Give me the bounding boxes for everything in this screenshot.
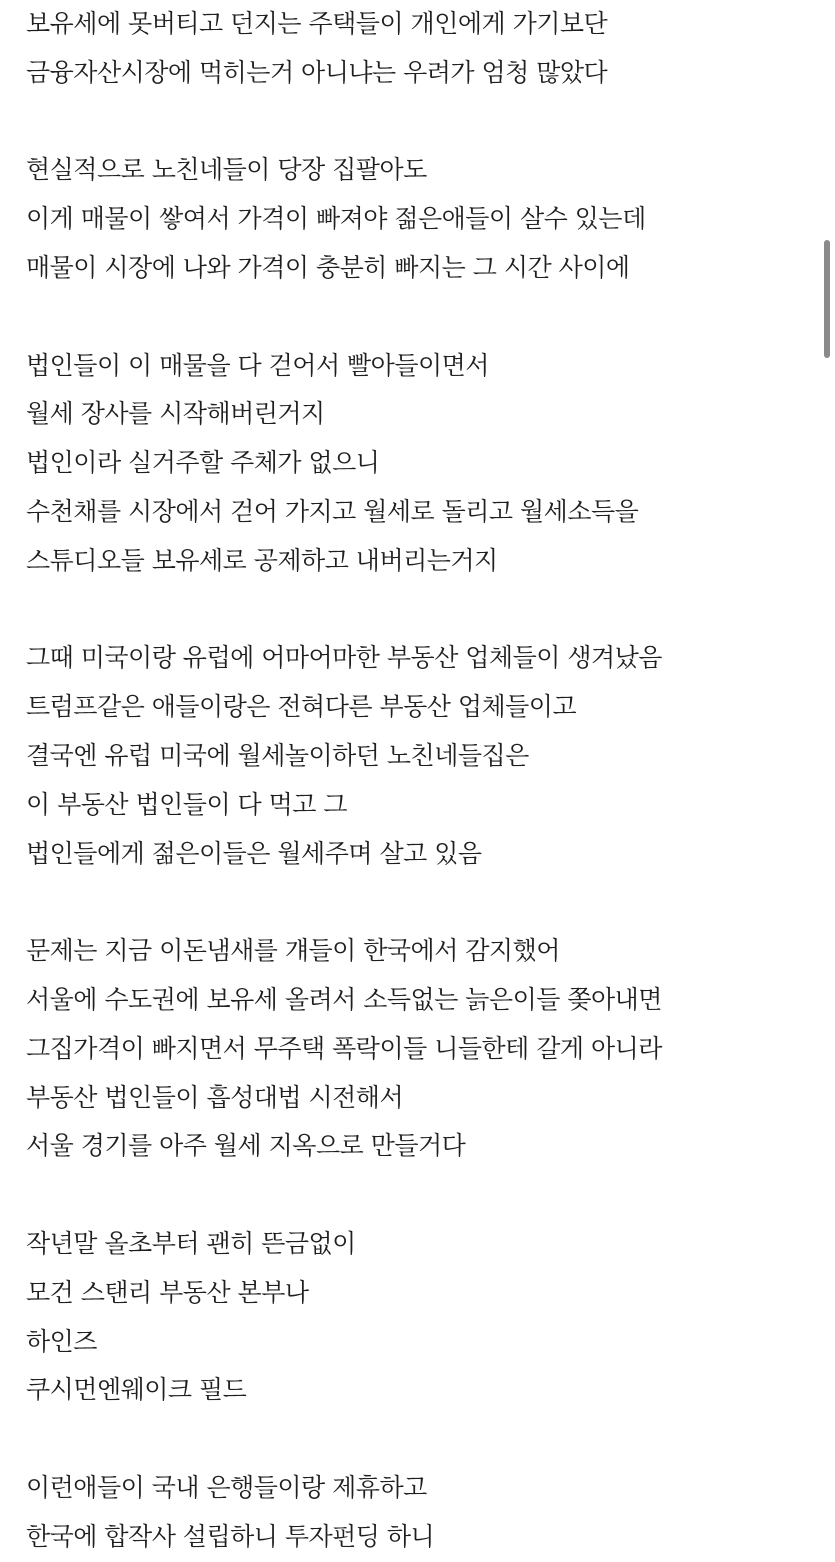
scrollbar-thumb[interactable] xyxy=(824,240,830,358)
post-line: 금융자산시장에 먹히는거 아니냐는 우려가 엄청 많았다 xyxy=(26,57,608,87)
post-line: 그집가격이 빠지면서 무주택 폭락이들 니들한테 갈게 아니라 xyxy=(26,1033,662,1063)
post-line: 수천채를 시장에서 걷어 가지고 월세로 돌리고 월세소득을 xyxy=(26,496,639,526)
post-line: 작년말 올초부터 괜히 뜬금없이 xyxy=(26,1228,356,1258)
paragraph-gap xyxy=(26,293,806,342)
post-line: 법인들이 이 매물을 다 걷어서 빨아들이면서 xyxy=(26,350,489,380)
post-line: 쿠시먼엔웨이크 필드 xyxy=(26,1375,247,1405)
post-line: 트럼프같은 애들이랑은 전혀다른 부동산 업체들이고 xyxy=(26,692,577,722)
post-line: 이게 매물이 쌓여서 가격이 빠져야 젊은애들이 살수 있는데 xyxy=(26,204,646,234)
post-line: 문제는 지금 이돈냄새를 걔들이 한국에서 감지했어 xyxy=(26,936,560,966)
post-line: 한국에 합작사 설립하니 투자펀딩 하니 xyxy=(26,1521,435,1551)
post-line: 보유세에 못버티고 던지는 주택들이 개인에게 가기보단 xyxy=(26,9,608,38)
paragraph-gap xyxy=(26,878,806,927)
post-line: 부동산 법인들이 흡성대법 시전해서 xyxy=(26,1082,404,1112)
post-body xyxy=(26,0,806,1562)
post-line: 결국엔 유럽 미국에 월세놀이하던 노친네들집은 xyxy=(26,740,529,770)
post-line: 현실적으로 노친네들이 당장 집팔아도 xyxy=(26,155,427,185)
post-line: 매물이 시장에 나와 가격이 충분히 빠지는 그 시간 사이에 xyxy=(26,252,630,282)
paragraph-gap xyxy=(26,1415,806,1464)
post-line: 월세 장사를 시작해버린거지 xyxy=(26,399,325,429)
scrollbar[interactable] xyxy=(821,0,835,1541)
post-line: 법인들에게 젊은이들은 월세주며 살고 있음 xyxy=(26,838,482,868)
post-line: 이런애들이 국내 은행들이랑 제휴하고 xyxy=(26,1472,427,1502)
post-line: 서울에 수도권에 보유세 올려서 소득없는 늙은이들 쫒아내면 xyxy=(26,984,662,1014)
post-line: 그때 미국이랑 유럽에 어마어마한 부동산 업체들이 생겨났음 xyxy=(26,643,662,673)
post-line: 이 부동산 법인들이 다 먹고 그 xyxy=(26,789,348,819)
paragraph-gap xyxy=(26,1171,806,1220)
paragraph-gap xyxy=(26,98,806,147)
post-line: 스튜디오들 보유세로 공제하고 내버리는거지 xyxy=(26,545,498,575)
post-line: 법인이라 실거주할 주체가 없으니 xyxy=(26,448,380,478)
paragraph-gap xyxy=(26,586,806,635)
post-line: 모건 스탠리 부동산 본부나 xyxy=(26,1277,309,1307)
post-line: 서울 경기를 아주 월세 지옥으로 만들거다 xyxy=(26,1131,466,1161)
post-line: 하인즈 xyxy=(26,1326,97,1356)
